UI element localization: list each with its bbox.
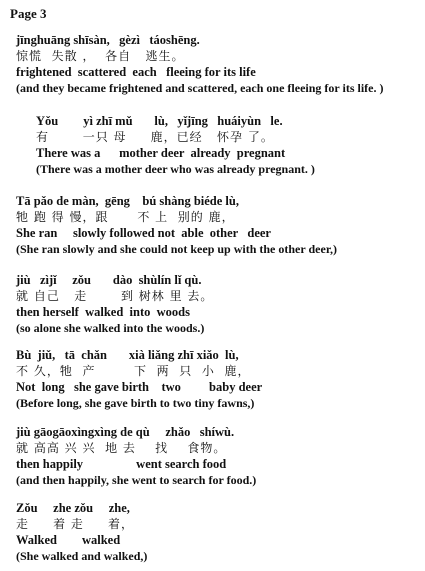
chinese-line: 就 自己 走 到 树林 里 去。 [16, 289, 214, 303]
stanza-7 [16, 500, 421, 564]
pinyin-line: jīnghuāng shīsàn, gèzì táoshēng. [16, 33, 200, 47]
gloss-line: Walked walked [16, 533, 121, 547]
chinese-line: 惊慌 失散 ， 各自 逃生。 [16, 49, 185, 63]
gloss-line: then happily went search food [16, 457, 227, 471]
pinyin-line: Zǒu zhe zǒu zhe, [16, 501, 130, 515]
gloss-line: Not long she gave birth two baby deer [16, 380, 263, 394]
stanza-3 [16, 193, 421, 257]
chinese-line: 不 久，牠 产 下 两 只 小 鹿， [16, 364, 251, 378]
pinyin-line: Yǒu yì zhī mǔ lù, yǐjīng huáiyùn le. [36, 114, 283, 128]
translation-line: (so alone she walked into the woods.) [16, 321, 205, 335]
stanza-4 [16, 272, 421, 336]
translation-line: (and then happily, she went to search for food.) [16, 473, 257, 487]
chinese-line: 走 着 走 着， [16, 517, 134, 531]
stanza-6 [16, 424, 421, 488]
translation-line: (There was a mother deer who was already pregnant. ) [36, 162, 315, 176]
page-number: Page 3 [10, 6, 47, 21]
pinyin-line: jiù gāogāoxìngxìng de qù zhǎo shíwù. [16, 425, 235, 439]
gloss-line: There was a mother deer already pregnant [36, 146, 286, 160]
translation-line: (She ran slowly and she could not keep up with the other deer,) [16, 242, 338, 256]
pinyin-line: jiù zìjǐ zǒu dào shùlín lǐ qù. [16, 273, 202, 287]
pinyin-line: Bù jiǔ, tā chǎn xià liǎng zhī xiǎo lù, [16, 348, 239, 362]
gloss-line: then herself walked into woods [16, 305, 190, 319]
stanza-2 [36, 113, 425, 177]
stanza-5 [16, 347, 421, 411]
pinyin-line: Tā pǎo de màn, gēng bú shàng biéde lù, [16, 194, 239, 208]
translation-line: (Before long, she gave birth to two tiny fawns,) [16, 396, 255, 410]
chinese-line: 牠 跑 得 慢，跟 不 上 别的 鹿， [16, 210, 235, 224]
translation-line: (She walked and walked,) [16, 549, 148, 563]
gloss-line: She ran slowly followed not able other deer [16, 226, 271, 240]
chinese-line: 就 高高 兴 兴 地 去 找 食物。 [16, 441, 227, 455]
gloss-line: frightened scattered each fleeing for its life [16, 65, 256, 79]
chinese-line: 有 一只 母 鹿，已经 怀孕 了。 [36, 130, 274, 144]
translation-line: (and they became frightened and scattered, each one fleeing for its life. ) [16, 81, 384, 95]
stanza-1 [16, 32, 421, 96]
